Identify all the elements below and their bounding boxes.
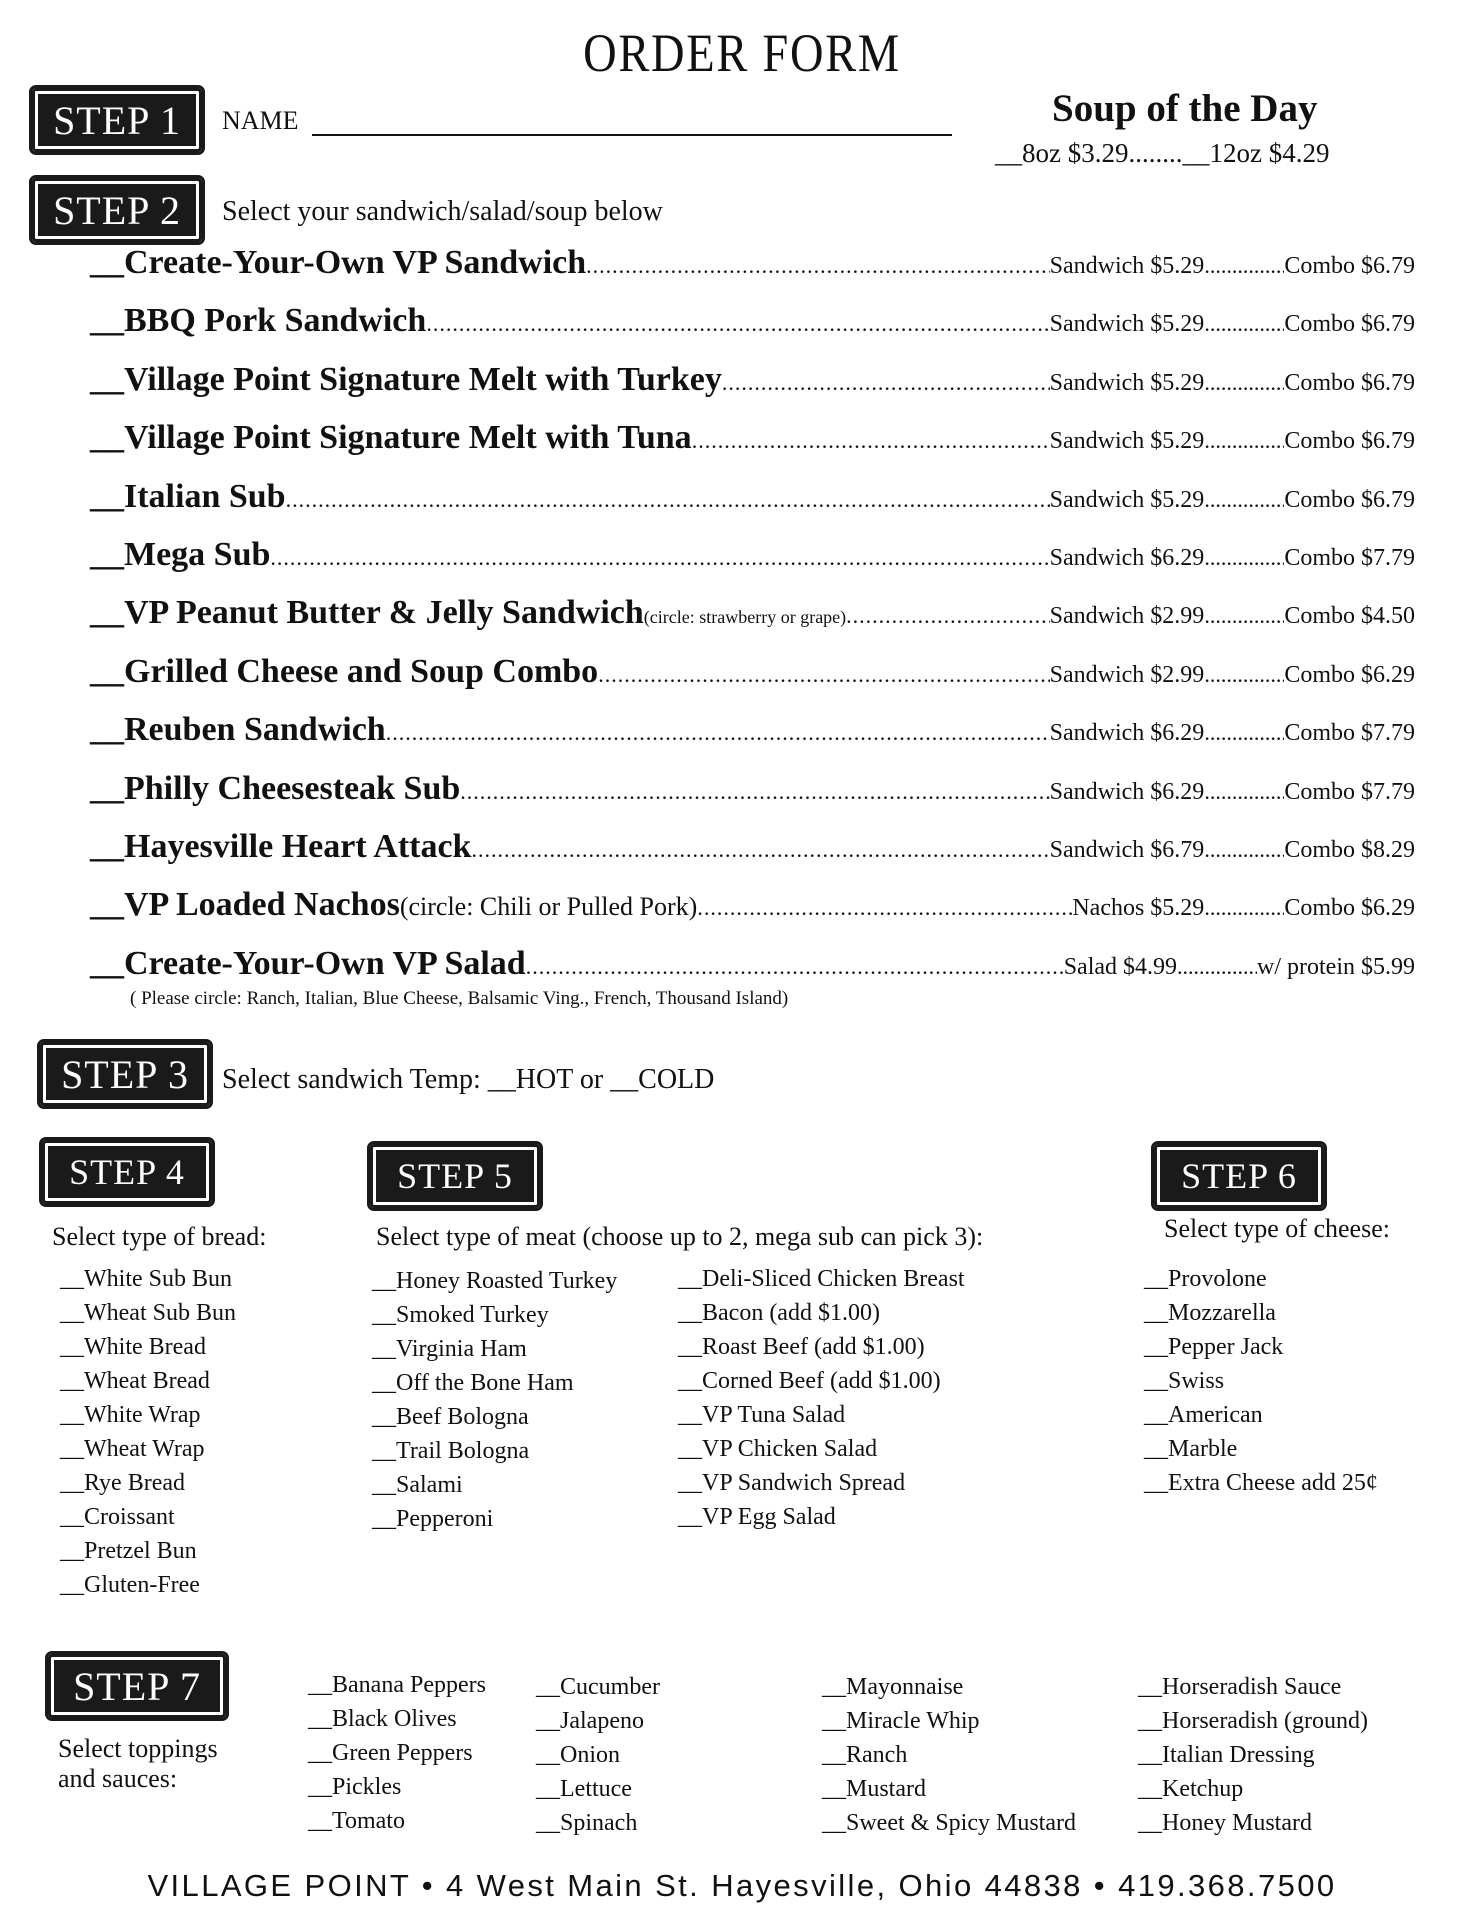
meat-option[interactable]: __VP Sandwich Spread — [678, 1470, 906, 1496]
bread-option[interactable]: __White Wrap — [60, 1402, 201, 1428]
menu-item-combo-price: Combo $7.79 — [1284, 720, 1415, 747]
menu-item-checkbox[interactable]: __ — [90, 711, 124, 749]
meat-list-1 — [372, 1264, 617, 1536]
dot-leader — [1204, 370, 1284, 396]
menu-item-combo-price: Combo $7.79 — [1284, 778, 1415, 805]
topping-option[interactable]: __Spinach — [536, 1810, 638, 1836]
meat-option[interactable]: __Pepperoni — [372, 1506, 494, 1532]
bread-list — [60, 1262, 236, 1602]
menu-item-price: Salad $4.99 — [1063, 953, 1178, 980]
toppings-instruction-line2: and sauces: — [58, 1764, 178, 1793]
dot-leader — [598, 662, 1049, 688]
step4-badge: STEP 4 — [42, 1140, 212, 1204]
dot-leader — [1204, 428, 1284, 454]
dot-leader — [846, 603, 1049, 629]
dot-leader — [1204, 253, 1284, 279]
page-title: ORDER FORM — [583, 23, 901, 83]
menu-item-row[interactable] — [90, 653, 1415, 703]
menu-item-checkbox[interactable]: __ — [90, 769, 124, 807]
menu-item-combo-price: Combo $6.29 — [1284, 895, 1415, 922]
menu-item-note: (circle: Chili or Pulled Pork) — [399, 892, 698, 922]
sauce-option[interactable]: __Miracle Whip — [822, 1708, 980, 1734]
dot-leader — [586, 253, 1049, 279]
menu-item-checkbox[interactable]: __ — [90, 419, 124, 457]
meat-option[interactable]: __VP Tuna Salad — [678, 1402, 846, 1428]
menu-item-checkbox[interactable]: __ — [90, 360, 124, 398]
sauce-option[interactable]: __Italian Dressing — [1138, 1742, 1315, 1768]
sauce-option[interactable]: __Horseradish Sauce — [1138, 1674, 1342, 1700]
dot-leader — [1204, 720, 1284, 746]
menu-item-checkbox[interactable]: __ — [90, 536, 124, 573]
menu-item-row[interactable] — [90, 536, 1415, 586]
menu-item-name: Village Point Signature Melt with Tuna — [124, 419, 692, 457]
meat-option[interactable]: __Smoked Turkey — [372, 1302, 549, 1328]
topping-option[interactable]: __Banana Peppers — [308, 1672, 486, 1698]
menu-item-combo-price: Combo $4.50 — [1284, 603, 1415, 630]
menu-item-combo-price: Combo $6.79 — [1284, 311, 1415, 338]
menu-item-name: Italian Sub — [124, 477, 286, 515]
temp-selection[interactable]: Select sandwich Temp: __HOT or __COLD — [222, 1064, 715, 1095]
meat-option[interactable]: __Bacon (add $1.00) — [678, 1300, 880, 1326]
menu-item-combo-price: Combo $7.79 — [1284, 545, 1415, 571]
menu-item-name: Mega Sub — [124, 536, 271, 573]
menu-item-checkbox[interactable]: __ — [90, 944, 124, 982]
topping-option[interactable]: __Green Peppers — [308, 1740, 473, 1766]
dot-leader — [426, 311, 1049, 337]
menu-item-combo-price: Combo $6.29 — [1284, 661, 1415, 688]
menu-item-checkbox[interactable]: __ — [90, 244, 124, 281]
cheese-option[interactable]: __Pepper Jack — [1144, 1334, 1284, 1360]
menu-item-combo-price: Combo $6.79 — [1284, 428, 1415, 455]
dot-leader — [692, 428, 1050, 454]
name-label: NAME — [222, 106, 299, 135]
menu-item-price: Sandwich $6.29 — [1049, 545, 1205, 571]
soup-options[interactable]: __8oz $3.29........__12oz $4.29 — [995, 138, 1330, 168]
bread-option[interactable]: __Rye Bread — [60, 1470, 186, 1496]
menu-item-name: Village Point Signature Melt with Turkey — [124, 360, 722, 398]
menu-item-row[interactable] — [90, 419, 1415, 469]
menu-item-price: Sandwich $6.29 — [1049, 778, 1205, 805]
menu-item-row[interactable] — [90, 886, 1415, 936]
cheese-option[interactable]: __American — [1144, 1402, 1263, 1428]
topping-option[interactable]: __Cucumber — [536, 1674, 660, 1700]
topping-option[interactable]: __Pickles — [308, 1774, 402, 1800]
dot-leader — [286, 487, 1050, 513]
menu-item-price: Sandwich $5.29 — [1049, 311, 1205, 338]
menu-item-row[interactable] — [90, 770, 1415, 820]
menu-item-name: Create-Your-Own VP Sandwich — [124, 244, 587, 281]
cheese-option[interactable]: __Provolone — [1144, 1266, 1267, 1292]
menu-item-row[interactable] — [90, 828, 1415, 878]
bread-option[interactable]: __Wheat Sub Bun — [60, 1300, 236, 1326]
menu-item-checkbox[interactable]: __ — [90, 302, 124, 340]
soup-title: Soup of the Day — [1052, 87, 1318, 130]
step5-badge: STEP 5 — [370, 1144, 540, 1208]
menu-item-checkbox[interactable]: __ — [90, 477, 124, 515]
menu-item-combo-price: w/ protein $5.99 — [1257, 953, 1415, 980]
dot-leader — [1204, 895, 1284, 921]
step3-badge: STEP 3 — [40, 1042, 210, 1106]
topping-option[interactable]: __Onion — [536, 1742, 620, 1768]
footer-address: VILLAGE POINT • 4 West Main St. Hayesville, Ohio 44838 • 419.368.7500 — [147, 1868, 1337, 1903]
bread-option[interactable]: __White Sub Bun — [60, 1266, 232, 1292]
dot-leader — [1204, 837, 1284, 863]
menu-item-combo-price: Combo $6.79 — [1284, 369, 1415, 396]
sauce-option[interactable]: __Ketchup — [1138, 1776, 1244, 1802]
sauce-option[interactable]: __Mustard — [822, 1776, 926, 1802]
step2-instruction: Select your sandwich/salad/soup below — [222, 196, 663, 227]
dot-leader — [697, 895, 1072, 921]
dot-leader — [1204, 545, 1284, 571]
topping-option[interactable]: __Jalapeno — [536, 1708, 644, 1734]
dot-leader — [1204, 603, 1284, 629]
menu-item-price: Sandwich $5.29 — [1049, 428, 1205, 455]
meat-option[interactable]: __Trail Bologna — [372, 1438, 530, 1464]
toppings-list-2 — [536, 1670, 660, 1840]
bread-option[interactable]: __White Bread — [60, 1334, 206, 1360]
toppings-instruction-line1: Select toppings — [58, 1734, 218, 1763]
meat-option[interactable]: __Roast Beef (add $1.00) — [678, 1334, 925, 1360]
meat-option[interactable]: __VP Chicken Salad — [678, 1436, 878, 1462]
dot-leader — [526, 954, 1064, 980]
menu-item-row[interactable] — [90, 244, 1415, 294]
menu-item-name: Hayesville Heart Attack — [124, 828, 472, 865]
bread-instruction: Select type of bread: — [52, 1222, 267, 1251]
dot-leader — [460, 779, 1049, 805]
name-field[interactable] — [312, 104, 952, 136]
sauce-option[interactable]: __Sweet & Spicy Mustard — [822, 1810, 1076, 1836]
toppings-list-1 — [308, 1668, 486, 1838]
step7-badge: STEP 7 — [48, 1654, 226, 1718]
bread-option[interactable]: __Wheat Wrap — [60, 1436, 205, 1462]
meat-option[interactable]: __Beef Bologna — [372, 1404, 529, 1430]
cheese-option[interactable]: __Mozzarella — [1144, 1300, 1276, 1326]
menu-item-row[interactable] — [90, 478, 1415, 528]
menu-item-name: VP Loaded Nachos — [124, 886, 400, 924]
menu-item-row[interactable] — [90, 302, 1415, 352]
menu-item-checkbox[interactable]: __ — [90, 652, 124, 690]
step2-badge: STEP 2 — [32, 178, 202, 242]
step6-badge: STEP 6 — [1154, 1144, 1324, 1208]
dot-leader — [471, 837, 1049, 863]
cheese-option[interactable]: __Swiss — [1144, 1368, 1225, 1394]
topping-option[interactable]: __Lettuce — [536, 1776, 632, 1802]
meat-option[interactable]: __Salami — [372, 1472, 463, 1498]
cheese-option[interactable]: __Marble — [1144, 1436, 1238, 1462]
menu-item-row[interactable] — [90, 711, 1415, 761]
menu-item-combo-price: Combo $8.29 — [1284, 837, 1415, 863]
menu-item-price: Sandwich $2.99 — [1049, 603, 1205, 630]
menu-item-price: Sandwich $6.79 — [1049, 837, 1205, 863]
dot-leader — [1204, 779, 1284, 805]
sauce-option[interactable]: __Honey Mustard — [1138, 1810, 1312, 1836]
meat-option[interactable]: __Deli-Sliced Chicken Breast — [678, 1266, 965, 1292]
menu-item-price: Nachos $5.29 — [1072, 895, 1205, 922]
bread-option[interactable]: __Pretzel Bun — [60, 1538, 197, 1564]
meat-list-2 — [678, 1262, 965, 1534]
meat-option[interactable]: __VP Egg Salad — [678, 1504, 836, 1530]
sauce-option[interactable]: __Mayonnaise — [822, 1674, 964, 1700]
menu-item-name: Create-Your-Own VP Salad — [124, 944, 526, 982]
menu-item-price: Sandwich $5.29 — [1049, 369, 1205, 396]
topping-option[interactable]: __Tomato — [308, 1808, 405, 1834]
meat-option[interactable]: __Off the Bone Ham — [372, 1370, 574, 1396]
dot-leader — [386, 720, 1050, 746]
menu-item-checkbox[interactable]: __ — [90, 886, 124, 924]
meat-instruction: Select type of meat (choose up to 2, mega sub can pick 3): — [376, 1222, 984, 1251]
menu-item-combo-price: Combo $6.79 — [1284, 253, 1415, 279]
menu-item-checkbox[interactable]: __ — [90, 828, 124, 865]
menu-item-row[interactable] — [90, 361, 1415, 411]
menu-item-price: Sandwich $6.29 — [1049, 720, 1205, 747]
step1-badge: STEP 1 — [32, 88, 202, 152]
sauce-option[interactable]: __Horseradish (ground) — [1138, 1708, 1368, 1734]
menu-item-name: Reuben Sandwich — [124, 711, 386, 749]
menu-item-price: Sandwich $2.99 — [1049, 661, 1205, 688]
sauce-option[interactable]: __Ranch — [822, 1742, 908, 1768]
menu-item-name: Grilled Cheese and Soup Combo — [124, 652, 599, 690]
bread-option[interactable]: __Gluten-Free — [60, 1572, 200, 1598]
menu-item-name: Philly Cheesesteak Sub — [124, 769, 461, 807]
meat-option[interactable]: __Honey Roasted Turkey — [372, 1268, 618, 1294]
sauces-list-2 — [1138, 1670, 1368, 1840]
sauces-list-1 — [822, 1670, 1076, 1840]
menu-item-name: VP Peanut Butter & Jelly Sandwich — [124, 594, 644, 632]
menu-item-checkbox[interactable]: __ — [90, 594, 124, 632]
bread-option[interactable]: __Croissant — [60, 1504, 175, 1530]
menu-item-price: Sandwich $5.29 — [1049, 253, 1205, 279]
menu-item-combo-price: Combo $6.79 — [1284, 486, 1415, 513]
cheese-instruction: Select type of cheese: — [1164, 1214, 1390, 1243]
dot-leader — [1177, 954, 1257, 980]
dot-leader — [270, 545, 1049, 571]
meat-option[interactable]: __Virginia Ham — [372, 1336, 527, 1362]
dot-leader — [722, 370, 1050, 396]
menu-item-name: BBQ Pork Sandwich — [124, 302, 427, 340]
topping-option[interactable]: __Black Olives — [308, 1706, 457, 1732]
meat-option[interactable]: __Corned Beef (add $1.00) — [678, 1368, 941, 1394]
dot-leader — [1204, 311, 1284, 337]
menu-item-price: Sandwich $5.29 — [1049, 486, 1205, 513]
menu-item-note: (circle: strawberry or grape) — [643, 607, 847, 628]
menu-item-row[interactable] — [90, 594, 1415, 644]
cheese-option[interactable]: __Extra Cheese add 25¢ — [1144, 1470, 1378, 1496]
salad-dressing-note: ( Please circle: Ranch, Italian, Blue Cheese, Balsamic Ving., French, Thousand Island) — [130, 988, 789, 1009]
dot-leader — [1204, 662, 1284, 688]
cheese-list — [1144, 1262, 1378, 1500]
dot-leader — [1204, 487, 1284, 513]
bread-option[interactable]: __Wheat Bread — [60, 1368, 210, 1394]
